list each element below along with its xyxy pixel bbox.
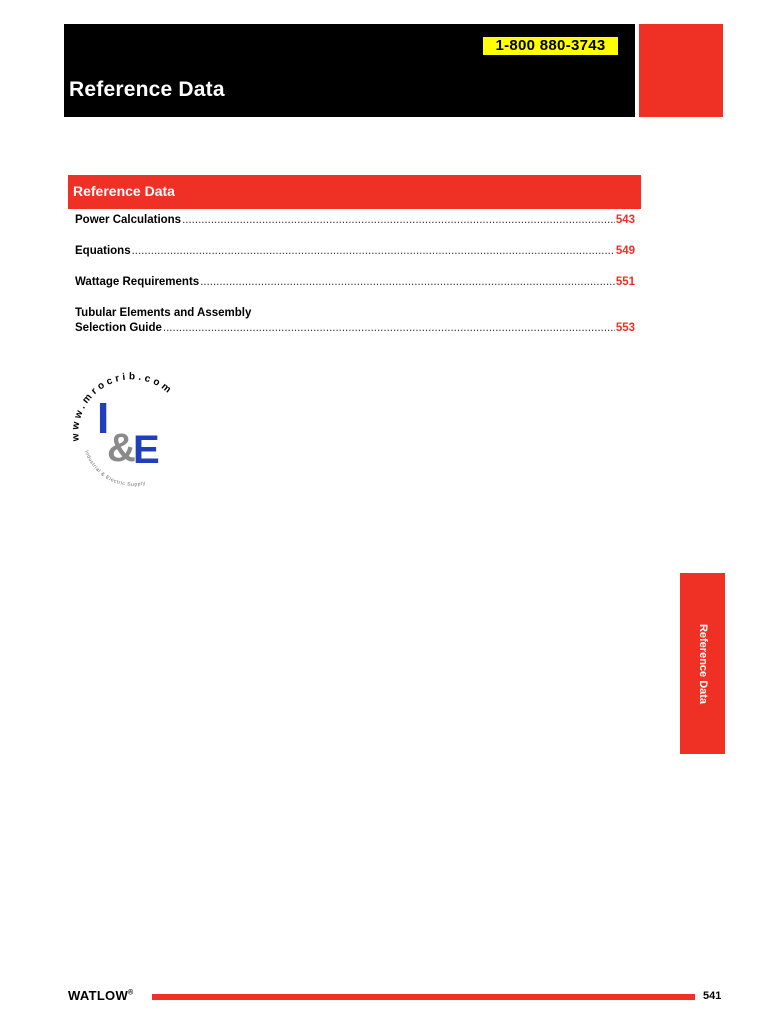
toc-item-wattage-requirements[interactable]: [75, 275, 635, 290]
toc-leader-dots: [163, 321, 615, 336]
ie-logo: [65, 363, 195, 493]
header-accent-block: [639, 24, 723, 117]
footer-rule: [152, 994, 695, 1000]
toc-item-equations[interactable]: [75, 244, 635, 259]
footer-brand: [68, 988, 134, 1003]
logo-url-text: www.mrocrib.com: [70, 371, 176, 442]
toc-leader-dots: [182, 213, 615, 228]
toc-item-page: 549: [615, 245, 635, 257]
logo-mark-i: I: [97, 394, 110, 443]
registered-mark: ®: [128, 989, 134, 997]
toc-leader-dots: [132, 244, 615, 259]
toc-item-label: Power Calculations: [75, 214, 182, 226]
page-number: 541: [703, 990, 722, 1002]
side-tab[interactable]: [680, 573, 725, 754]
toc-item-page: 551: [615, 276, 635, 288]
page-title: Reference Data: [69, 78, 225, 101]
toc-heading-bar: [68, 175, 641, 209]
toc-item-label: Equations: [75, 245, 131, 257]
phone-number: 1-800 880-3743: [483, 37, 618, 55]
header-bar: [64, 24, 635, 117]
toc-item-page: 543: [615, 214, 635, 226]
toc-item-label-line1: Tubular Elements and Assembly: [75, 307, 252, 319]
side-tab-label: Reference Data: [696, 623, 709, 704]
toc-item-label: Selection Guide: [75, 322, 162, 334]
toc-heading: Reference Data: [73, 183, 175, 199]
toc-item-power-calculations[interactable]: [75, 213, 635, 228]
logo-tagline: Industrial & Electric Supply: [83, 449, 147, 488]
logo-mark-amp: &: [107, 426, 136, 470]
toc-leader-dots: [200, 275, 615, 290]
toc-item-page: 553: [615, 322, 635, 334]
brand-name: WATLOW: [68, 988, 129, 1003]
logo-mark-e: E: [133, 428, 160, 472]
toc-item-tubular-elements[interactable]: [75, 306, 635, 336]
toc-item-label: Wattage Requirements: [75, 276, 200, 288]
